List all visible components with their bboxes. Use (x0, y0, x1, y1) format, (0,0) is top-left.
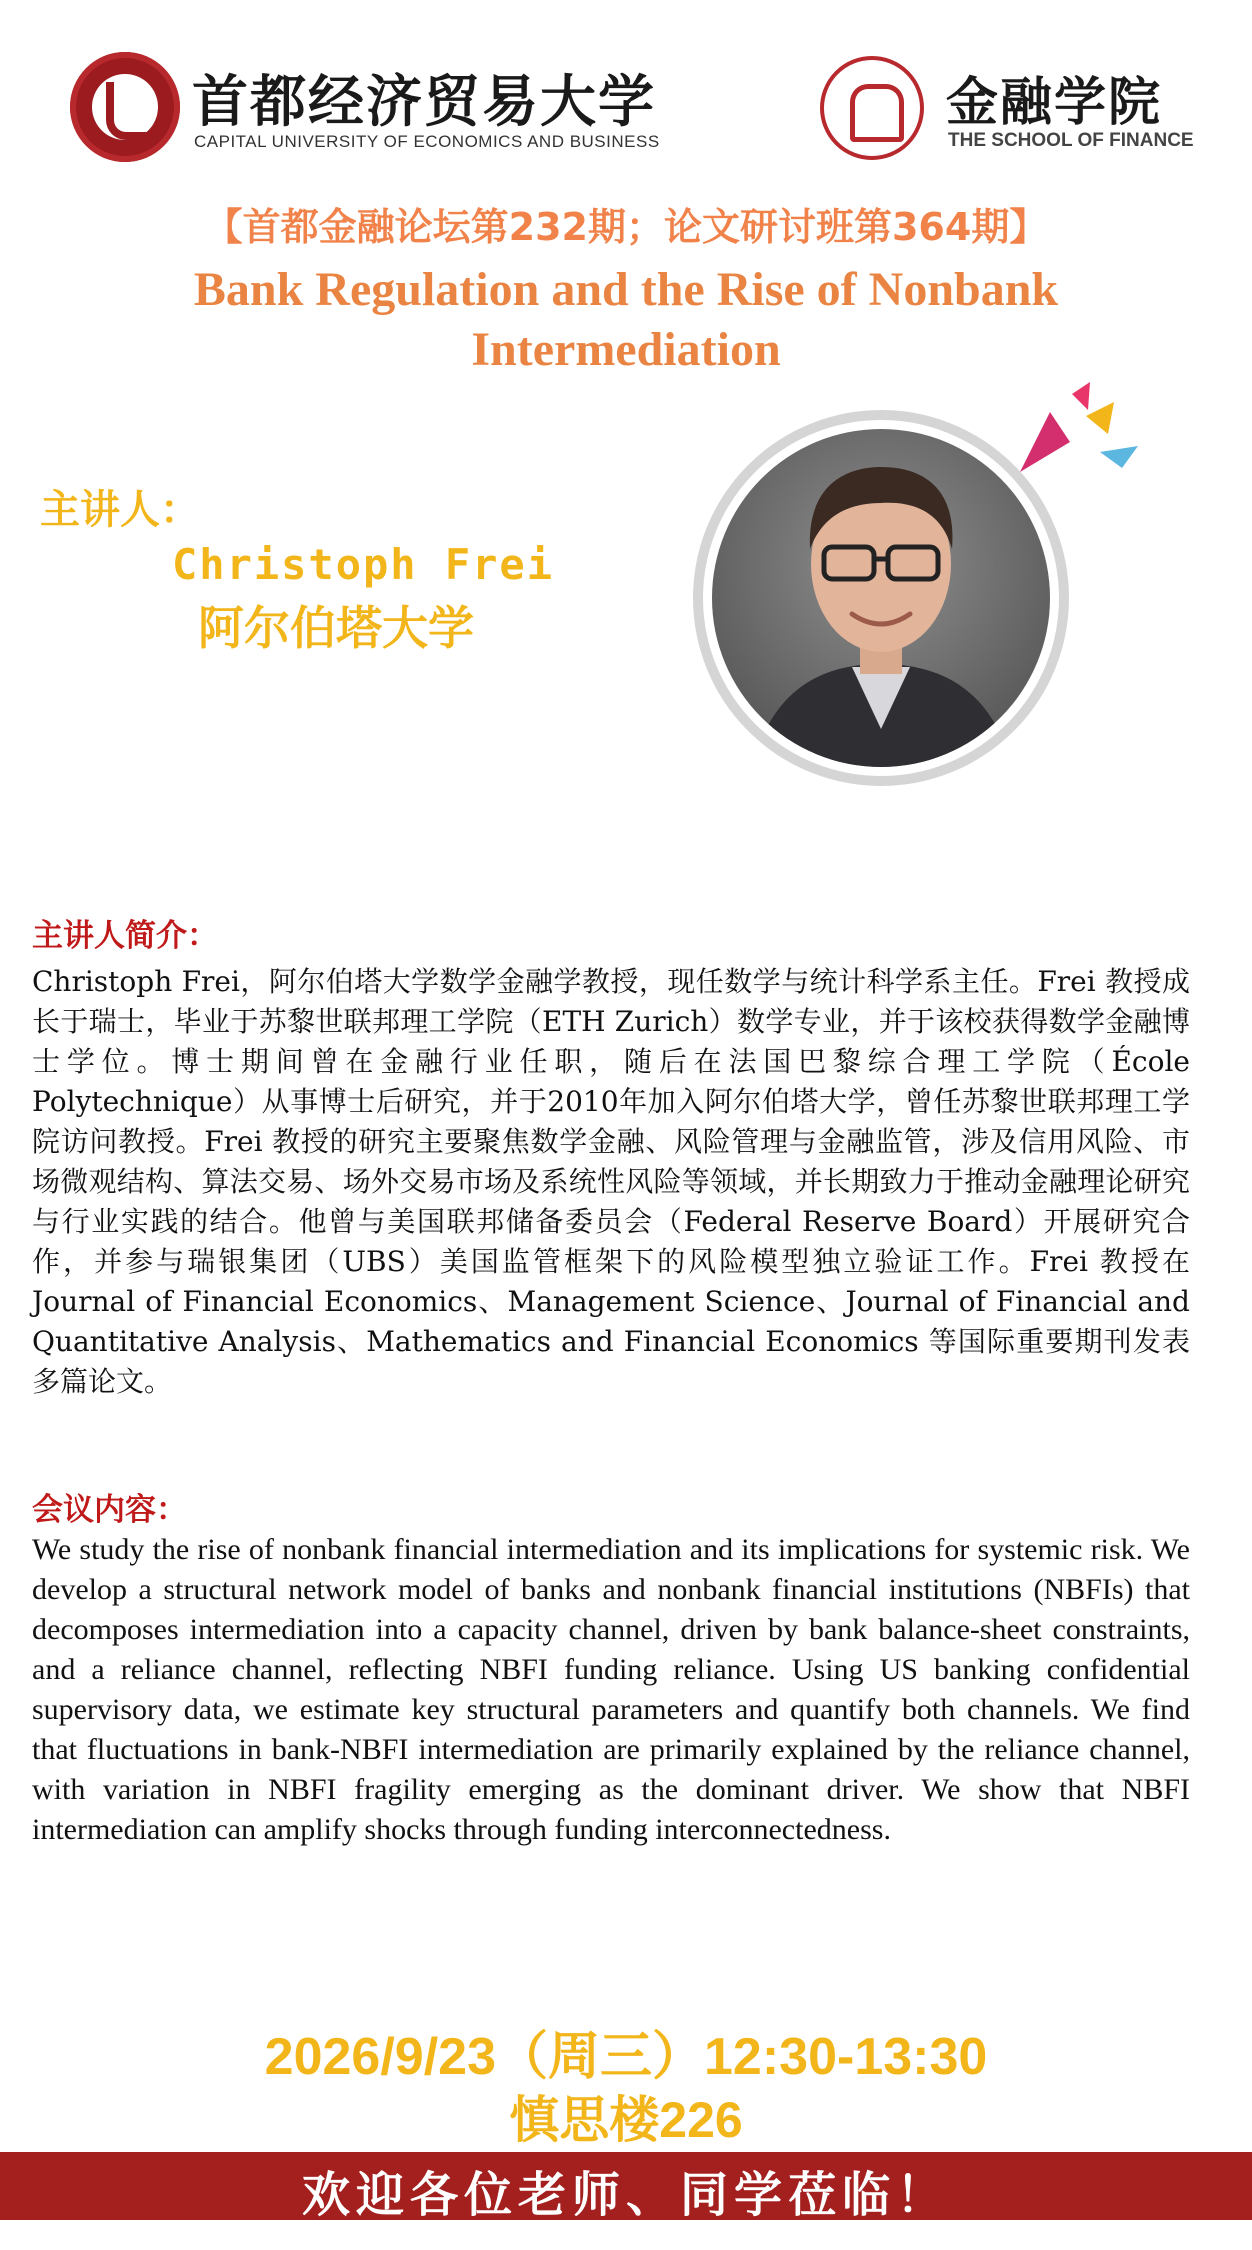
talk-title (120, 260, 1132, 380)
meeting-heading: 会议内容： (32, 1492, 187, 1528)
speaker-portrait (712, 429, 1050, 767)
speaker-label: 主讲人： (40, 487, 200, 533)
cueb-logo (70, 52, 660, 162)
school-name-cn: 金融学院 (946, 72, 1163, 133)
speaker-name: Christoph Frei (172, 540, 555, 589)
talk-title-line2: Intermediation (471, 323, 781, 376)
university-name-en: CAPITAL UNIVERSITY OF ECONOMICS AND BUSINESS (194, 132, 660, 151)
abstract-text: We study the rise of nonbank financial intermediation and its implications for systemic risk. We develop a structural network model of banks and nonbank financial institutions (NBFIs) that decomposes intermediation into a capacity channel, driven by bank balance-sheet constraints, and a reliance channel, reflecting NBFI funding reliance. Using US banking confidential supervisory data, we estimate key structural parameters and quantify both channels. We find that fluctuations in bank-NBFI intermediation are primarily explained by the reliance channel, with variation in NBFI fragility emerging as the dominant driver. We show that NBFI intermediation can amplify shocks through funding interconnectedness. (32, 1533, 1190, 1846)
event-venue: 慎思楼226 (509, 2092, 743, 2148)
event-datetime: 2026/9/23（周三）12:30-13:30 (264, 2028, 988, 2086)
welcome-banner (0, 2152, 1252, 2223)
forum-series: 【首都金融论坛第232期；论文研讨班第364期】 (204, 205, 1048, 249)
school-name-en: THE SCHOOL OF FINANCE (948, 130, 1194, 151)
school-of-finance-logo (820, 56, 1200, 166)
welcome-text: 欢迎各位老师、同学莅临！ (301, 2167, 950, 2223)
confetti-icon (1010, 372, 1140, 482)
university-seal-icon (70, 52, 180, 162)
university-name-cn: 首都经济贸易大学 (192, 69, 656, 135)
school-of-finance-seal-icon (820, 56, 924, 160)
speaker-affiliation: 阿尔伯塔大学 (198, 601, 474, 655)
talk-title-line1: Bank Regulation and the Rise of Nonbank (193, 263, 1059, 316)
bio-text: Christoph Frei，阿尔伯塔大学数学金融学教授，现任数学与统计科学系主任。Frei 教授成长于瑞士，毕业于苏黎世联邦理工学院（ETH Zurich）数学专业，并于该校获得数学金融博士学位。博士期间曾在金融行业任职，随后在法国巴黎综合理工学院（École Polytechnique）从事博士后研究，并于2010年加入阿尔伯塔大学，曾任苏黎世联邦理工学院访问教授。Frei 教授的研究主要聚焦数学金融、风险管理与金融监管，涉及信用风险、市场微观结构、算法交易、场外交易市场及系统性风险等领域，并长期致力于推动金融理论研究与行业实践的结合。他曾与美国联邦储备委员会（Federal Reserve Board）开展研究合作，并参与瑞银集团（UBS）美国监管框架下的风险模型独立验证工作。Frei 教授在 Journal of Financial Economics、Management Science、Journal of Financial and Quantitative Analysis、Mathematics and Financial Economics 等国际重要期刊发表多篇论文。 (32, 965, 1190, 1398)
bio-heading: 主讲人简介： (32, 918, 218, 954)
